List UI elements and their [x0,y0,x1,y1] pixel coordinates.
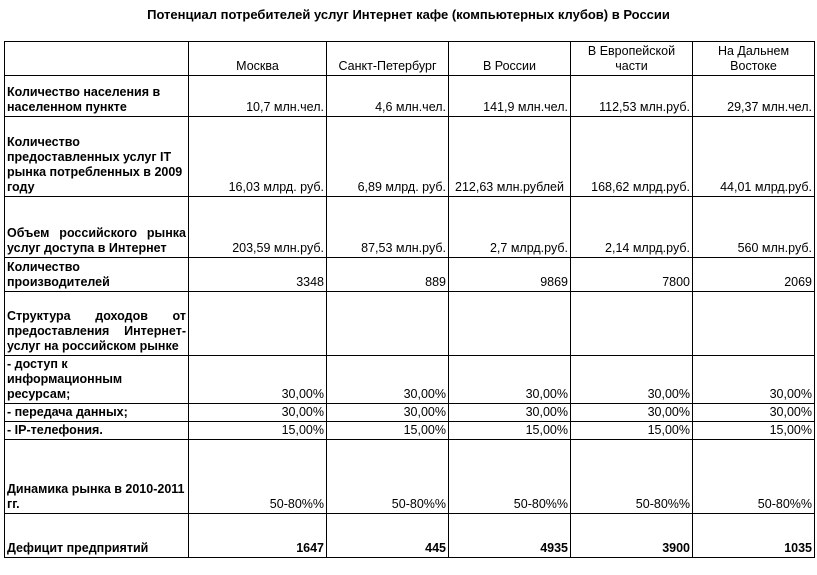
table-cell: 15,00% [449,422,571,440]
table-cell [189,292,327,356]
table-cell: 50-80%% [189,440,327,514]
row-label: Дефицит предприятий [5,514,189,558]
table-cell: 445 [327,514,449,558]
table-row [5,258,815,292]
row-label: Объем российского рынка услуг доступа в Интернет [5,197,189,258]
table-cell: 30,00% [571,356,693,404]
column-header: Москва [189,42,327,76]
row-label: Динамика рынка в 2010-2011 гг. [5,440,189,514]
table-row [5,440,815,514]
table-cell: 30,00% [693,404,815,422]
table-row [5,292,815,356]
table-row [5,197,815,258]
table-cell: 29,37 млн.чел. [693,76,815,117]
row-label: - IP-телефония. [5,422,189,440]
table-row [5,422,815,440]
table-cell: 87,53 млн.руб. [327,197,449,258]
table-cell: 2,14 млрд.руб. [571,197,693,258]
column-header: Санкт-Петербург [327,42,449,76]
table-cell [449,292,571,356]
table-cell: 10,7 млн.чел. [189,76,327,117]
table-row [5,76,815,117]
table-row [5,404,815,422]
table-cell: 15,00% [189,422,327,440]
table-cell: 1647 [189,514,327,558]
table-row [5,514,815,558]
table-cell: 4,6 млн.чел. [327,76,449,117]
table-cell: 3900 [571,514,693,558]
table-cell: 15,00% [571,422,693,440]
table-cell: 50-80%% [571,440,693,514]
table-header-row [5,42,815,76]
table-cell: 30,00% [189,404,327,422]
consumer-potential-table [4,41,815,558]
table-cell: 1035 [693,514,815,558]
row-label: Количество предоставленных услуг IT рынка потребленных в 2009 году [5,117,189,197]
row-label: Количество населения в населенном пункте [5,76,189,117]
column-header: В Европейской части [571,42,693,76]
column-header: В России [449,42,571,76]
table-cell: 30,00% [327,356,449,404]
table-cell: 112,53 млн.руб. [571,76,693,117]
table-cell: 44,01 млрд.руб. [693,117,815,197]
table-cell: 168,62 млрд.руб. [571,117,693,197]
table-cell: 4935 [449,514,571,558]
table-cell: 7800 [571,258,693,292]
table-cell: 16,03 млрд. руб. [189,117,327,197]
table-cell: 212,63 млн.рублей [449,117,571,197]
table-cell: 2,7 млрд.руб. [449,197,571,258]
column-header: На Дальнем Востоке [693,42,815,76]
table-cell: 3348 [189,258,327,292]
table-cell: 50-80%% [327,440,449,514]
table-cell: 30,00% [693,356,815,404]
table-cell: 30,00% [449,356,571,404]
header-empty-cell [5,42,189,76]
table-cell [571,292,693,356]
table-cell: 2069 [693,258,815,292]
table-cell: 50-80%% [449,440,571,514]
table-cell: 50-80%% [693,440,815,514]
table-cell: 30,00% [571,404,693,422]
table-cell: 15,00% [693,422,815,440]
table-cell: 30,00% [189,356,327,404]
row-label: Структура доходов от предоставления Интернет-услуг на российском рынке [5,292,189,356]
table-cell: 30,00% [327,404,449,422]
table-cell [327,292,449,356]
table-cell: 141,9 млн.чел. [449,76,571,117]
page-title: Потенциал потребителей услуг Интернет кафе (компьютерных клубов) в России [147,7,670,22]
table-cell: 560 млн.руб. [693,197,815,258]
row-label: - доступ к информационным ресурсам; [5,356,189,404]
table-cell: 30,00% [449,404,571,422]
table-cell [693,292,815,356]
table-cell: 203,59 млн.руб. [189,197,327,258]
table-cell: 15,00% [327,422,449,440]
table-cell: 9869 [449,258,571,292]
table-cell: 889 [327,258,449,292]
row-label: Количество производителей [5,258,189,292]
table-cell: 6,89 млрд. руб. [327,117,449,197]
table-row [5,117,815,197]
table-row [5,356,815,404]
row-label: - передача данных; [5,404,189,422]
